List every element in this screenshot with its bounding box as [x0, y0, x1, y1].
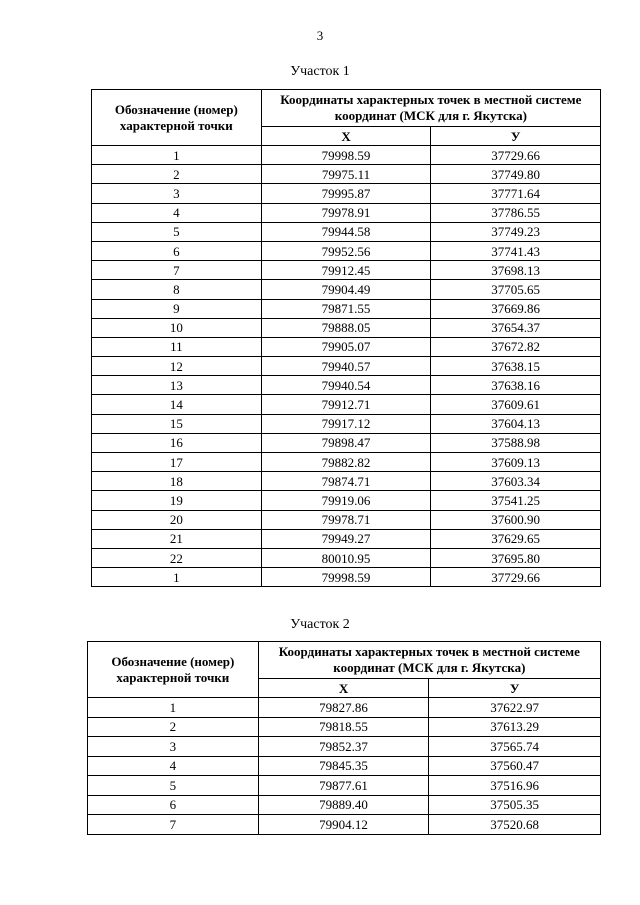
table-row [88, 795, 601, 815]
y-coordinate-cell: 37695.80 [431, 548, 601, 567]
x-coordinate-cell: 79889.40 [258, 795, 429, 815]
x-coordinate-cell: 79818.55 [258, 717, 429, 737]
y-coordinate-cell: 37516.96 [429, 776, 601, 796]
x-coordinate-cell: 79905.07 [261, 337, 431, 356]
coords-column-header: Координаты характерных точек в местной системе координат (МСК для г. Якутска) [261, 90, 600, 127]
point-number-cell: 6 [92, 241, 262, 260]
y-coordinate-cell: 37638.16 [431, 376, 601, 395]
page-number: 3 [316, 28, 324, 43]
point-number-cell: 17 [92, 453, 262, 472]
table-row [92, 241, 601, 260]
point-number-cell: 20 [92, 510, 262, 529]
y-coordinate-cell: 37638.15 [431, 357, 601, 376]
y-coordinate-cell: 37505.35 [429, 795, 601, 815]
point-number-cell: 4 [92, 203, 262, 222]
point-number-cell: 14 [92, 395, 262, 414]
table-row [92, 184, 601, 203]
point-number-cell: 2 [92, 165, 262, 184]
x-column-header: X [258, 679, 429, 698]
point-column-header: Обозначение (номер) характерной точки [92, 90, 262, 146]
table-body-1 [92, 146, 601, 587]
table-row [92, 453, 601, 472]
point-number-cell: 16 [92, 433, 262, 452]
point-number-cell: 19 [92, 491, 262, 510]
table-row [88, 776, 601, 796]
coords-column-header: Координаты характерных точек в местной системе координат (МСК для г. Якутска) [258, 642, 600, 679]
point-number-cell: 8 [92, 280, 262, 299]
y-coordinate-cell: 37654.37 [431, 318, 601, 337]
table-row [88, 717, 601, 737]
y-coordinate-cell: 37541.25 [431, 491, 601, 510]
point-number-cell: 3 [92, 184, 262, 203]
x-coordinate-cell: 79877.61 [258, 776, 429, 796]
y-coordinate-cell: 37609.61 [431, 395, 601, 414]
point-number-cell: 6 [88, 795, 259, 815]
x-coordinate-cell: 79978.91 [261, 203, 431, 222]
y-coordinate-cell: 37672.82 [431, 337, 601, 356]
y-coordinate-cell: 37613.29 [429, 717, 601, 737]
table-body-2 [88, 698, 601, 835]
point-column-header: Обозначение (номер) характерной точки [88, 642, 259, 698]
y-column-header: У [431, 127, 601, 146]
x-coordinate-cell: 79952.56 [261, 241, 431, 260]
table-row [92, 414, 601, 433]
table-row [92, 568, 601, 587]
table-row [92, 299, 601, 318]
x-coordinate-cell: 79998.59 [261, 146, 431, 165]
y-coordinate-cell: 37600.90 [431, 510, 601, 529]
x-coordinate-cell: 79871.55 [261, 299, 431, 318]
point-number-cell: 12 [92, 357, 262, 376]
x-coordinate-cell: 79917.12 [261, 414, 431, 433]
point-number-cell: 13 [92, 376, 262, 395]
y-coordinate-cell: 37729.66 [431, 568, 601, 587]
table-row [92, 203, 601, 222]
x-column-header: X [261, 127, 431, 146]
table-row [92, 146, 601, 165]
y-coordinate-cell: 37560.47 [429, 756, 601, 776]
x-coordinate-cell: 79995.87 [261, 184, 431, 203]
point-number-cell: 5 [88, 776, 259, 796]
y-coordinate-cell: 37603.34 [431, 472, 601, 491]
x-coordinate-cell: 79919.06 [261, 491, 431, 510]
point-number-cell: 2 [88, 717, 259, 737]
point-number-cell: 7 [88, 815, 259, 835]
x-coordinate-cell: 79940.54 [261, 376, 431, 395]
y-coordinate-cell: 37629.65 [431, 529, 601, 548]
point-number-cell: 11 [92, 337, 262, 356]
coordinates-table-1 [91, 89, 601, 587]
x-coordinate-cell: 79827.86 [258, 698, 429, 718]
point-number-cell: 1 [92, 146, 262, 165]
table-row [92, 376, 601, 395]
x-coordinate-cell: 80010.95 [261, 548, 431, 567]
y-coordinate-cell: 37741.43 [431, 241, 601, 260]
x-coordinate-cell: 79904.49 [261, 280, 431, 299]
table-row [92, 472, 601, 491]
y-coordinate-cell: 37609.13 [431, 453, 601, 472]
point-number-cell: 21 [92, 529, 262, 548]
point-number-cell: 7 [92, 261, 262, 280]
x-coordinate-cell: 79912.71 [261, 395, 431, 414]
x-coordinate-cell: 79975.11 [261, 165, 431, 184]
point-number-cell: 1 [88, 698, 259, 718]
y-coordinate-cell: 37622.97 [429, 698, 601, 718]
table-row [88, 698, 601, 718]
y-coordinate-cell: 37749.80 [431, 165, 601, 184]
point-number-cell: 18 [92, 472, 262, 491]
table-row [88, 815, 601, 835]
point-number-cell: 10 [92, 318, 262, 337]
table-row [92, 491, 601, 510]
point-number-cell: 15 [92, 414, 262, 433]
point-number-cell: 3 [88, 737, 259, 757]
table-row [88, 756, 601, 776]
y-coordinate-cell: 37786.55 [431, 203, 601, 222]
x-coordinate-cell: 79874.71 [261, 472, 431, 491]
x-coordinate-cell: 79940.57 [261, 357, 431, 376]
point-number-cell: 1 [92, 568, 262, 587]
y-column-header: У [429, 679, 601, 698]
y-coordinate-cell: 37604.13 [431, 414, 601, 433]
y-coordinate-cell: 37698.13 [431, 261, 601, 280]
point-number-cell: 22 [92, 548, 262, 567]
x-coordinate-cell: 79998.59 [261, 568, 431, 587]
table-row [92, 337, 601, 356]
y-coordinate-cell: 37729.66 [431, 146, 601, 165]
x-coordinate-cell: 79852.37 [258, 737, 429, 757]
table-row [92, 395, 601, 414]
y-coordinate-cell: 37520.68 [429, 815, 601, 835]
coordinates-table-2 [87, 641, 601, 835]
y-coordinate-cell: 37705.65 [431, 280, 601, 299]
table-row [88, 737, 601, 757]
table-row [92, 318, 601, 337]
y-coordinate-cell: 37669.86 [431, 299, 601, 318]
table-row [92, 222, 601, 241]
point-number-cell: 9 [92, 299, 262, 318]
x-coordinate-cell: 79882.82 [261, 453, 431, 472]
x-coordinate-cell: 79949.27 [261, 529, 431, 548]
table-row [92, 357, 601, 376]
x-coordinate-cell: 79978.71 [261, 510, 431, 529]
section-title-1: Участок 1 [290, 64, 350, 79]
y-coordinate-cell: 37771.64 [431, 184, 601, 203]
table-row [92, 280, 601, 299]
x-coordinate-cell: 79845.35 [258, 756, 429, 776]
table-row [92, 261, 601, 280]
y-coordinate-cell: 37588.98 [431, 433, 601, 452]
section-title-2: Участок 2 [290, 617, 350, 632]
table-row [92, 510, 601, 529]
x-coordinate-cell: 79944.58 [261, 222, 431, 241]
y-coordinate-cell: 37565.74 [429, 737, 601, 757]
x-coordinate-cell: 79888.05 [261, 318, 431, 337]
point-number-cell: 5 [92, 222, 262, 241]
x-coordinate-cell: 79904.12 [258, 815, 429, 835]
y-coordinate-cell: 37749.23 [431, 222, 601, 241]
x-coordinate-cell: 79898.47 [261, 433, 431, 452]
table-row [92, 529, 601, 548]
point-number-cell: 4 [88, 756, 259, 776]
table-row [92, 548, 601, 567]
table-row [92, 165, 601, 184]
x-coordinate-cell: 79912.45 [261, 261, 431, 280]
table-row [92, 433, 601, 452]
